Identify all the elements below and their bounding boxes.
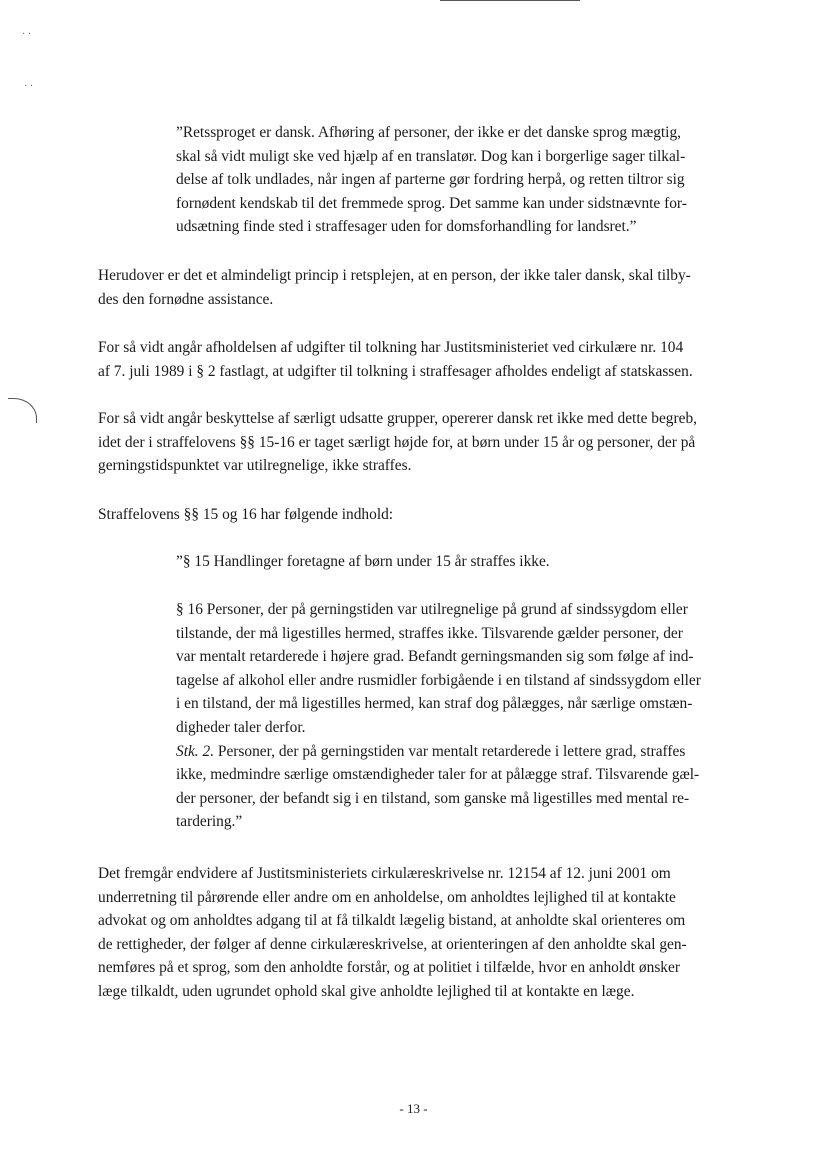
paragraph-vulnerable-groups: [98, 407, 697, 478]
text-line: ”§ 15 Handlinger foretagne af børn under 15 år straffes ikke.: [176, 553, 550, 570]
text-line: Det fremgår endvidere af Justitsministeriets cirkulæreskrivelse nr. 12154 af 12. juni 2001 om: [98, 865, 671, 882]
stk-2-label: Stk. 2.: [176, 742, 215, 760]
paragraph-expenses: [98, 336, 693, 383]
text-line: der personer, der befandt sig i en tilstand, som ganske må ligestilles med mental re-: [176, 789, 690, 807]
paragraph-criminal-code-intro: [98, 503, 393, 527]
text-line: digheder taler derfor.: [176, 718, 306, 736]
text-line: læge tilkaldt, uden ugrundet ophold skal give anholdte lejlighed til at kontakte en læge.: [98, 982, 635, 1000]
text-line: de rettigheder, der følger af denne cirkulæreskrivelse, at orienteringen af den anholdte skal gen-: [98, 935, 687, 953]
text-line: For så vidt angår beskyttelse af særligt udsatte grupper, opererer dansk ret ikke med dette begreb,: [98, 410, 697, 427]
text-line: § 16 Personer, der på gerningstiden var utilregnelige på grund af sindssygdom eller: [176, 601, 688, 618]
text-line: skal så vidt muligt ske ved hjælp af en translatør. Dog kan i borgerlige sager tilkal-: [176, 147, 686, 165]
text-line: tardering.”: [176, 813, 243, 831]
stk-2-text: Personer, der på gerningstiden var mentalt retarderede i lettere grad, straffes: [214, 742, 686, 760]
text-line: des den fornødne assistance.: [98, 290, 274, 308]
text-line: nemføres på et sprog, som den anholdte forstår, og at politiet i tilfælde, hvor en anholdt ønsker: [98, 959, 680, 977]
text-line: fornødent kendskab til det fremmede sprog. Det samme kan under sidstnævnte for-: [176, 194, 687, 212]
quote-section-16: [176, 598, 701, 834]
text-line: underretning til pårørende eller andre om en anholdelse, om anholdtes lejlighed til at kontakte: [98, 888, 676, 906]
text-line: tilstande, der må ligestilles hermed, straffes ikke. Tilsvarende gælder personer, der: [176, 624, 683, 642]
quote-section-15: [176, 550, 550, 574]
text-line: For så vidt angår afholdelsen af udgifter til tolkning har Justitsministeriet ved cirkulære nr. 104: [98, 339, 684, 356]
page-number: - 13 -: [399, 1101, 428, 1116]
text-line: ikke, medmindre særlige omstændigheder taler for at pålægge straf. Tilsvarende gæl-: [176, 766, 700, 784]
scan-speck: · ·: [24, 81, 34, 92]
text-line: gerningstidspunktet var utilregnelige, ikke straffes.: [98, 457, 412, 475]
scan-top-line: [440, 0, 580, 1]
text-line: Herudover er det et almindeligt princip i retsplejen, at en person, der ikke taler dansk, skal tilby-: [98, 267, 691, 284]
text-line: delse af tolk undlades, når ingen af parterne gør fordring herpå, og retten tiltror sig: [176, 171, 685, 189]
text-line: [176, 740, 701, 764]
text-line: i en tilstand, der må ligestilles hermed, kan straf dog pålægges, når særlige omstæn-: [176, 695, 693, 713]
text-line: af 7. juli 1989 i § 2 fastlagt, at udgifter til tolkning i straffesager afholdes endeligt af statskassen.: [98, 362, 693, 380]
text-line: idet der i straffelovens §§ 15-16 er taget særligt højde for, at børn under 15 år og personer, der på: [98, 433, 696, 451]
text-line: advokat og om anholdtes adgang til at få tilkaldt lægelig bistand, at anholdte skal orienteres om: [98, 912, 686, 930]
text-line: tagelse af alkohol eller andre rusmidler forbigående i en tilstand af sindssygdom eller: [176, 671, 701, 689]
text-line: ”Retssproget er dansk. Afhøring af personer, der ikke er det danske sprog mægtig,: [176, 124, 682, 141]
text-line: Straffelovens §§ 15 og 16 har følgende indhold:: [98, 506, 394, 523]
paragraph-circular-letter: [98, 862, 687, 1004]
paragraph-assistance: [98, 264, 691, 311]
scan-punch-hole-mark: [8, 398, 37, 423]
quote-retssprog: [176, 121, 687, 239]
text-line: udsætning finde sted i straffesager uden for domsforhandling for landsret.”: [176, 218, 637, 236]
text-line: var mentalt retarderede i højere grad. Befandt gerningsmanden sig som følge af ind-: [176, 648, 694, 666]
scan-speck: · ·: [22, 29, 32, 40]
